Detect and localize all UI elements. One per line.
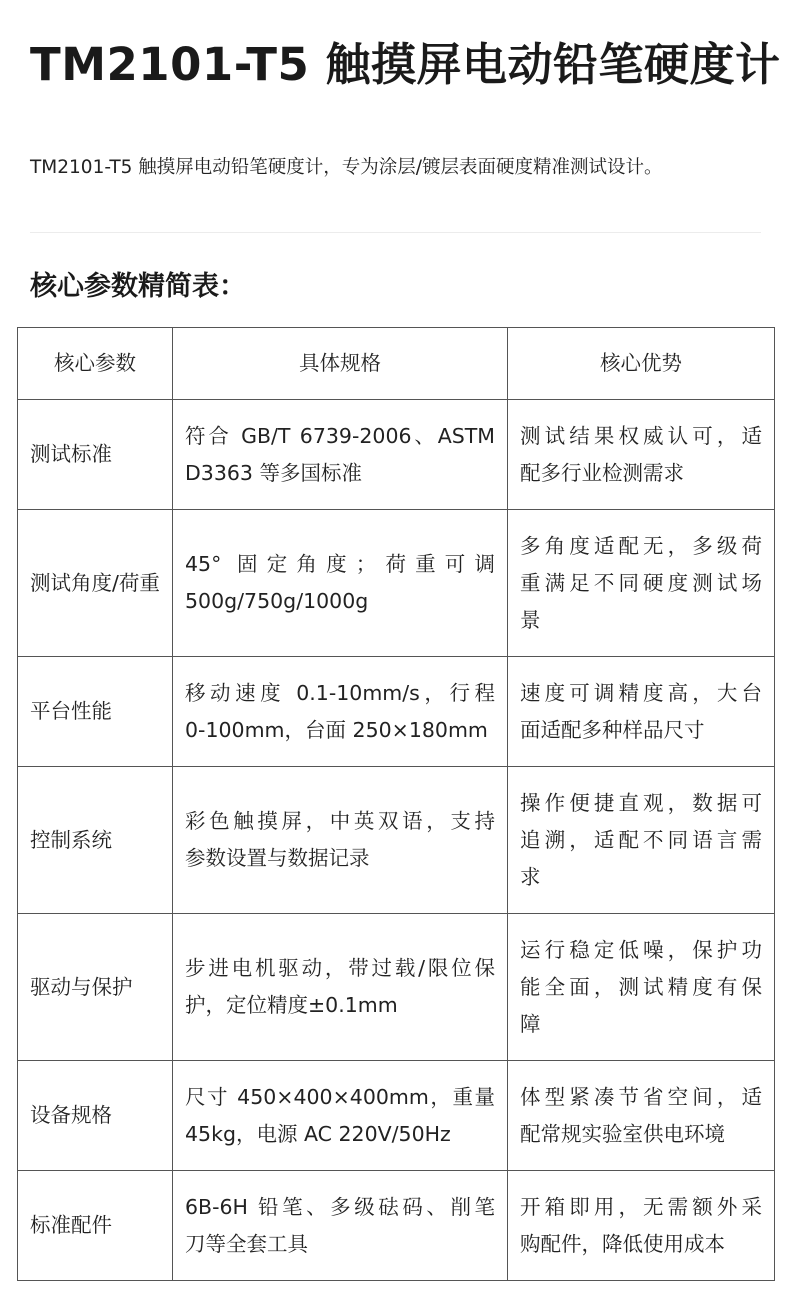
param-cell: 控制系统 (18, 767, 173, 914)
spec-cell (173, 1171, 508, 1281)
advantage-line: 求 (520, 864, 541, 889)
table-row (18, 657, 775, 767)
advantage-cell (508, 767, 775, 914)
table-row (18, 1171, 775, 1281)
advantage-line: 开箱即用，无需额外采 (520, 1194, 762, 1219)
spec-line: 彩色触摸屏，中英双语，支持 (185, 809, 495, 833)
table-row (18, 510, 775, 657)
advantage-cell (508, 657, 775, 767)
spec-cell (173, 767, 508, 914)
spec-cell (173, 400, 508, 510)
spec-cell (173, 510, 508, 657)
spec-line: 0-100mm，台面 250×180mm (185, 717, 488, 742)
advantage-line: 运行稳定低噪，保护功 (520, 937, 762, 962)
spec-line: 500g/750g/1000g (185, 589, 369, 613)
advantage-line: 体型紧凑节省空间，适 (520, 1084, 762, 1109)
advantage-cell (508, 1171, 775, 1281)
header-spec: 具体规格 (173, 328, 508, 400)
param-cell: 测试标准 (18, 400, 173, 510)
advantage-line: 面适配多种样品尺寸 (520, 717, 705, 742)
advantage-line: 追溯，适配不同语言需 (520, 827, 762, 852)
advantage-line: 测试结果权威认可，适 (520, 423, 762, 448)
spec-line: 符合 GB/T 6739-2006、ASTM (185, 423, 495, 448)
spec-line: 刀等全套工具 (185, 1231, 308, 1256)
header-advantage: 核心优势 (508, 328, 775, 400)
spec-cell (173, 914, 508, 1061)
spec-line: D3363 等多国标准 (185, 460, 362, 485)
advantage-line: 能全面，测试精度有保 (520, 974, 762, 999)
advantage-cell (508, 914, 775, 1061)
intro-text: TM2101-T5 触摸屏电动铅笔硬度计，专为涂层/镀层表面硬度精准测试设计。 (30, 157, 663, 178)
spec-line: 步进电机驱动，带过载/限位保 (185, 956, 495, 980)
advantage-cell (508, 400, 775, 510)
table-row (18, 767, 775, 914)
advantage-line: 障 (520, 1011, 541, 1036)
param-cell: 平台性能 (18, 657, 173, 767)
spec-line: 尺寸 450×400×400mm，重量 (185, 1084, 495, 1109)
spec-line: 参数设置与数据记录 (185, 846, 370, 870)
section-title: 核心参数精简表： (30, 271, 246, 302)
header-param: 核心参数 (18, 328, 173, 400)
advantage-cell (508, 1061, 775, 1171)
table-row (18, 400, 775, 510)
divider (30, 232, 761, 233)
page-title: TM2101-T5 触摸屏电动铅笔硬度计 (30, 38, 781, 91)
advantage-line: 速度可调精度高，大台 (520, 680, 762, 705)
advantage-line: 多角度适配无，多级荷 (520, 533, 762, 558)
param-cell: 设备规格 (18, 1061, 173, 1171)
table-row (18, 914, 775, 1061)
advantage-line: 景 (520, 607, 541, 632)
spec-line: 45° 固定角度；荷重可调 (185, 552, 495, 576)
table-header-row (18, 328, 775, 400)
spec-line: 6B-6H 铅笔、多级砝码、削笔 (185, 1194, 495, 1219)
spec-line: 45kg，电源 AC 220V/50Hz (185, 1121, 451, 1146)
advantage-line: 重满足不同硬度测试场 (520, 570, 762, 595)
advantage-line: 配常规实验室供电环境 (520, 1121, 725, 1146)
advantage-line: 配多行业检测需求 (520, 460, 684, 485)
param-cell: 驱动与保护 (18, 914, 173, 1061)
spec-line: 移动速度 0.1-10mm/s，行程 (185, 680, 495, 705)
advantage-line: 购配件，降低使用成本 (520, 1231, 725, 1256)
spec-line: 护，定位精度±0.1mm (185, 993, 398, 1017)
spec-table (17, 327, 775, 1281)
spec-cell (173, 1061, 508, 1171)
table-row (18, 1061, 775, 1171)
advantage-line: 操作便捷直观，数据可 (520, 790, 762, 815)
param-cell: 测试角度/荷重 (18, 510, 173, 657)
spec-cell (173, 657, 508, 767)
advantage-cell (508, 510, 775, 657)
param-cell: 标准配件 (18, 1171, 173, 1281)
